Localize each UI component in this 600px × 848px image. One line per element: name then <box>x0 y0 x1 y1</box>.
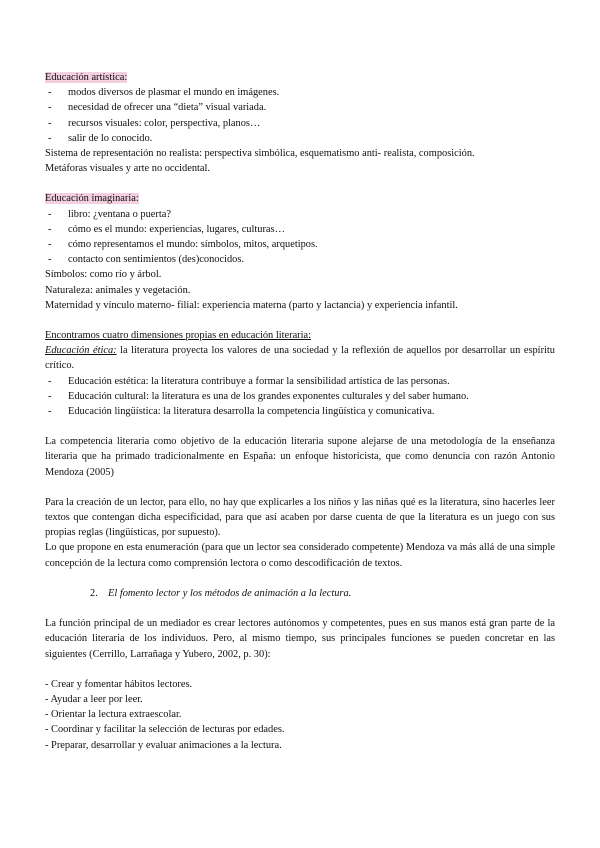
paragraph-competencia: La competencia literaria como objetivo de la educación literaria supone alejarse de una metodología de la enseñanza literaria que ha primado tradicionalmente en España: un enfoque historicista, que como denuncia con razón Antonio Mendoza (2005) <box>45 436 555 478</box>
section-dimensiones <box>45 328 555 419</box>
list-item: - recursos visuales: color, perspectiva, planos… <box>48 117 261 129</box>
section-heading: 2. El fomento lector y los métodos de animación a la lectura. <box>90 587 352 599</box>
list-item: - cómo es el mundo: experiencias, lugares, culturas… <box>48 223 285 235</box>
list-item: - Crear y fomentar hábitos lectores. <box>45 678 193 690</box>
text-line: Metáforas visuales y arte no occidental. <box>45 163 211 175</box>
section-title: Encontramos cuatro dimensiones propias en educación literaria: <box>45 330 312 342</box>
text-line: Maternidad y vínculo materno- filial: experiencia materna (parto y lactancia) y experiencia infantil. <box>45 299 458 311</box>
paragraph-creacion-lector: Para la creación de un lector, para ello, no hay que explicarles a los niños y las niñas qué es la literatura, sino hacerles leer textos que contengan dicha especificidad, para que así acaben por darse cuenta de que la literatura es un juego con sus propias reglas (lingüísticas, por supuesto). <box>45 496 555 539</box>
list-item: - libro: ¿ventana o puerta? <box>48 208 171 220</box>
section-title: Educación artística: <box>45 72 128 83</box>
list-item: - Educación lingüística: la literatura desarrolla la competencia lingüística y comunicativa. <box>48 406 435 418</box>
paragraph-mediador: La función principal de un mediador es crear lectores autónomos y competentes, pues en sus manos está gran parte de la educación literaria de los individuos. Pero, al mismo tiempo, sus principales funciones se pueden concretar en las siguientes (Cerrillo, Larrañaga y Yubero, 2002, p. 30): <box>45 618 555 660</box>
list-item: - Coordinar y facilitar la selección de lecturas por edades. <box>45 724 285 736</box>
text-line: Sistema de representación no realista: perspectiva simbólica, esquematismo anti- realista, composición. <box>45 148 475 160</box>
functions-list <box>45 677 555 753</box>
list-item: - cómo representamos el mundo: símbolos, mitos, arquetipos. <box>48 239 318 251</box>
section-educacion-artistica <box>45 70 555 176</box>
section-title: Educación imaginaria: <box>45 193 139 205</box>
text-line: Símbolos: como río y árbol. <box>45 269 162 281</box>
paragraph-enumeracion: Lo que propone en esta enumeración (para que un lector sea considerado competente) Mendoza va más allá de una simple concepción de la lectura como comprensión lectora o como descodificación de textos. <box>45 542 555 569</box>
etica-paragraph: Educación ética: la literatura proyecta los valores de una sociedad y la reflexión de aquellos por desarrollar un espíritu crítico. <box>45 345 555 372</box>
section-educacion-imaginaria <box>45 191 555 313</box>
list-item: - Orientar la lectura extraescolar. <box>45 709 182 721</box>
list-item: - modos diversos de plasmar el mundo en imágenes. <box>48 87 280 99</box>
list-item: - Preparar, desarrollar y evaluar animaciones a la lectura. <box>45 739 282 751</box>
list-item: - Educación cultural: la literatura es una de los grandes exponentes culturales y del saber humano. <box>48 390 469 402</box>
list-item: - contacto con sentimientos (des)conocidos. <box>48 254 245 266</box>
list-item: - Educación estética: la literatura contribuye a formar la sensibilidad artística de las personas. <box>48 375 450 387</box>
list-item: - Ayudar a leer por leer. <box>45 693 143 705</box>
list-item: - salir de lo conocido. <box>48 132 153 144</box>
text-line: Naturaleza: animales y vegetación. <box>45 284 191 296</box>
list-item: - necesidad de ofrecer una “dieta” visual variada. <box>48 102 267 114</box>
document-page <box>45 70 555 753</box>
